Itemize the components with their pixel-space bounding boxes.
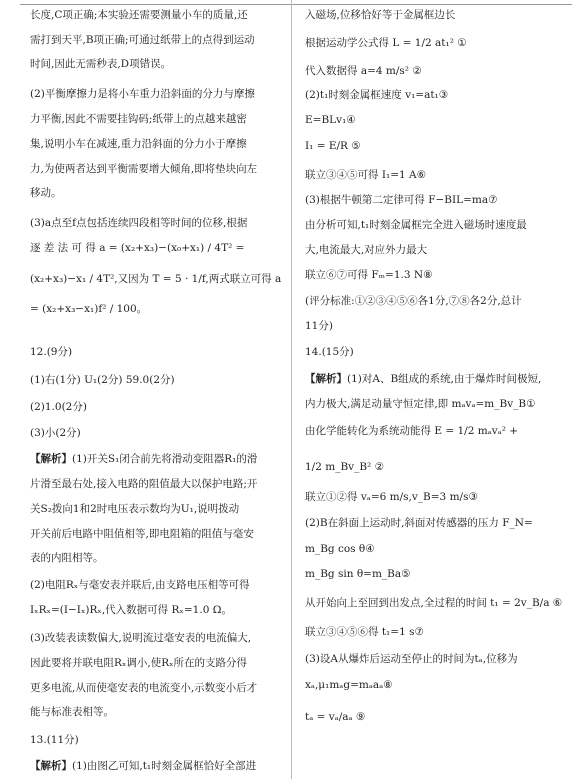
- left-column-line: 因此要将并联电阻Rₓ调小,使Rₓ所在的支路分得: [30, 657, 248, 669]
- right-column-line: xₐ,μ₁mₐg=mₐaₐ⑧: [305, 679, 393, 691]
- right-column-line: 入磁场,位移恰好等于金属框边长: [305, 9, 456, 21]
- top-rule: [20, 4, 572, 5]
- left-column-line: IₓRₓ=(I−Iₓ)Rₓ,代入数据可得 Rₓ=1.0 Ω。: [30, 604, 232, 616]
- right-column-line: 大,电流最大,对应外力最大: [305, 244, 428, 256]
- right-column-line: (3)根据牛顿第二定律可得 F−BIL=ma⑦: [305, 194, 498, 206]
- left-column-line: 时间,因此无需秒表,D项错误。: [30, 58, 172, 70]
- left-column-line: 集,说明小车在减速,重力沿斜面的分力小于摩擦: [30, 138, 247, 150]
- left-column-line: (2)平衡摩擦力是将小车重力沿斜面的分力与摩擦: [30, 88, 255, 100]
- right-column-line: 【解析】(1)对A、B组成的系统,由于爆炸时间极短,: [305, 373, 542, 385]
- left-column-line: = (x₂+x₃−x₁)f² / 100。: [30, 303, 148, 315]
- right-column-line: (2)B在斜面上运动时,斜面对传感器的压力 F_N=: [305, 517, 533, 529]
- left-column-line: (3)改装表读数偏大,说明流过毫安表的电流偏大,: [30, 632, 252, 644]
- left-column-line: 13.(11分): [30, 734, 79, 746]
- right-column-line: 内力极大,满足动量守恒定律,即 mₐvₐ=m_Bv_B①: [305, 398, 536, 410]
- right-column-line: 1/2 m_Bv_B² ②: [305, 461, 385, 473]
- right-column-line: E=BLv₁④: [305, 114, 356, 126]
- right-column-line: 14.(15分): [305, 346, 354, 358]
- right-column-line: m_Bg cos θ④: [305, 543, 375, 555]
- right-column-line: 联立③④⑤可得 I₁=1 A⑥: [305, 169, 427, 181]
- left-column-line: (1)右(1分) U₁(2分) 59.0(2分): [30, 374, 175, 386]
- left-column-line: 长度,C项正确;本实验还需要测量小车的质量,还: [30, 9, 248, 21]
- right-column-line: 根据运动学公式得 L = 1/2 at₁² ①: [305, 37, 467, 49]
- left-column-line: 关S₂拨向1和2时电压表示数均为U₁,说明拨动: [30, 503, 240, 515]
- right-column-line: m_Bg sin θ=m_Ba⑤: [305, 568, 411, 580]
- right-column-line: (评分标准:①②③④⑤⑥各1分,⑦⑧各2分,总计: [305, 295, 522, 307]
- left-column-line: (x₂+x₃)−x₁ / 4T²,又因为 T = 5 · 1/f,两式联立可得 a: [30, 273, 282, 285]
- left-column-line: 片滑至最右处,接入电路的阻值最大以保护电路;开: [30, 478, 258, 490]
- right-column-line: 11分): [305, 320, 333, 332]
- left-column-line: 移动。: [30, 187, 62, 199]
- left-column-line: 12.(9分): [30, 346, 73, 358]
- right-column-line: (3)设A从爆炸后运动至停止的时间为tₐ,位移为: [305, 653, 518, 665]
- right-column-line: 从开始向上至回到出发点,全过程的时间 t₁ = 2v_B/a ⑥: [305, 597, 563, 609]
- right-column-line: 联立①②得 vₐ=6 m/s,v_B=3 m/s③: [305, 491, 478, 503]
- left-column-line: 力平衡,因此不需要挂钩码;纸带上的点越来越密: [30, 113, 247, 125]
- right-column-line: 联立③④⑤⑥得 t₁=1 s⑦: [305, 626, 424, 638]
- left-column-line: 【解析】(1)开关S₁闭合前先将滑动变阻器R₁的滑: [30, 453, 258, 465]
- right-column-line: tₐ = vₐ/aₐ ⑨: [305, 711, 366, 723]
- left-column-line: 力,为使两者达到平衡需要增大倾角,即将垫块向左: [30, 163, 258, 175]
- right-column-line: 联立⑥⑦可得 Fₘ=1.3 N⑧: [305, 269, 433, 281]
- left-column-line: 更多电流,从而使毫安表的电流变小,示数变小后才: [30, 682, 258, 694]
- left-column-line: 【解析】(1)由图乙可知,t₁时刻金属框恰好全部进: [30, 760, 257, 772]
- right-column-line: I₁ = E/R ⑤: [305, 140, 361, 152]
- left-column-line: (3)a点至f点包括连续四段相等时间的位移,根据: [30, 217, 248, 229]
- right-column-line: 由化学能转化为系统动能得 E = 1/2 mₐvₐ² +: [305, 425, 519, 437]
- right-column-line: (2)t₁时刻金属框速度 v₁=at₁③: [305, 89, 449, 101]
- left-column-line: 表的内阻相等。: [30, 552, 104, 564]
- right-column-line: 由分析可知,t₁时刻金属框完全进入磁场时速度最: [305, 219, 527, 231]
- left-column-line: (2)电阻Rₓ与毫安表并联后,由支路电压相等可得: [30, 579, 250, 591]
- left-column-line: 逐 差 法 可 得 a = (x₂+x₃)−(x₀+x₁) / 4T² =: [30, 242, 245, 254]
- left-column-line: 开关前后电路中阻值相等,即电阻箱的阻值与毫安: [30, 528, 254, 540]
- left-column-line: 能与标准表相等。: [30, 706, 114, 718]
- right-column-line: 代入数据得 a=4 m/s² ②: [305, 65, 422, 77]
- left-column-line: (3)小(2分): [30, 427, 81, 439]
- left-column-line: 需打到天平,B项正确;可通过纸带上的点得到运动: [30, 34, 255, 46]
- column-divider: [291, 0, 292, 779]
- left-column-line: (2)1.0(2分): [30, 401, 87, 413]
